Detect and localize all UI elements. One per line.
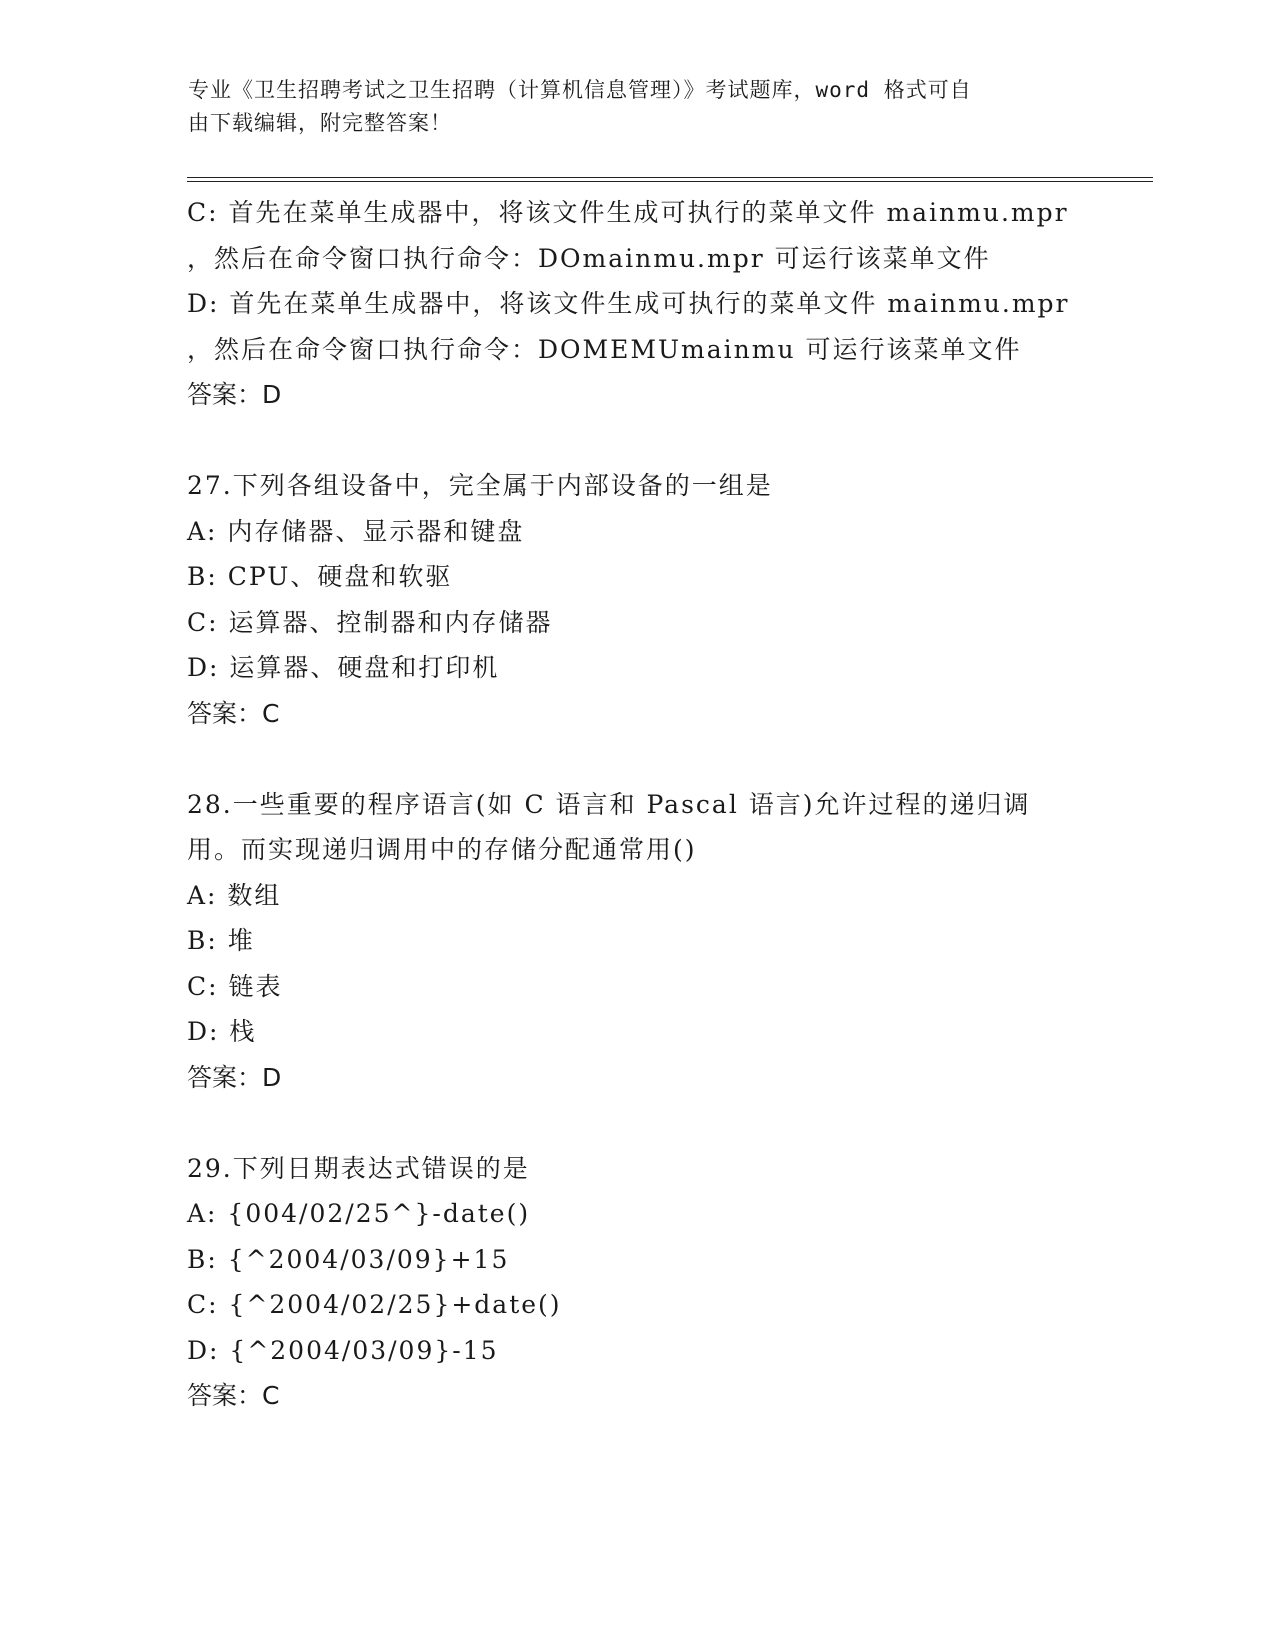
option-a: A: 数组 [187, 880, 282, 910]
option-c: C: 运算器、控制器和内存储器 [187, 607, 553, 637]
question-stem-continued: 用。而实现递归调用中的存储分配通常用() [187, 835, 697, 864]
page-header [188, 74, 1088, 140]
option-d: D: 运算器、硬盘和打印机 [187, 653, 500, 682]
question-stem: 29.下列日期表达式错误的是 [187, 1153, 530, 1183]
answer: 答案：C [187, 698, 280, 728]
option-c: C: 链表 [187, 971, 283, 1001]
question-content [187, 190, 1127, 1419]
option-c-continued: ，然后在命令窗口执行命令：DOmainmu.mpr 可运行该菜单文件 [187, 243, 991, 273]
spacer [187, 418, 1127, 464]
option-c: C: 首先在菜单生成器中，将该文件生成可执行的菜单文件 mainmu.mpr [187, 198, 1069, 227]
spacer [187, 1100, 1127, 1146]
header-divider-bottom [187, 181, 1153, 182]
header-line-2: 由下载编辑，附完整答案！ [188, 111, 452, 135]
question-stem: 28.一些重要的程序语言(如 C 语言和 Pascal 语言)允许过程的递归调 [187, 789, 1031, 819]
option-d: D: 栈 [187, 1017, 257, 1046]
option-d-continued: ，然后在命令窗口执行命令：DOMEMUmainmu 可运行该菜单文件 [187, 334, 1022, 364]
answer: 答案：C [187, 1381, 280, 1410]
option-b: B: {^2004/03/09}+15 [187, 1244, 510, 1274]
answer: 答案：D [187, 380, 282, 409]
question-28 [187, 782, 1127, 1101]
option-a: A: {004/02/25^}-date() [187, 1199, 531, 1228]
option-d: D: {^2004/03/09}-15 [187, 1335, 499, 1365]
option-d: D: 首先在菜单生成器中，将该文件生成可执行的菜单文件 mainmu.mpr [187, 289, 1070, 318]
question-stem: 27.下列各组设备中，完全属于内部设备的一组是 [187, 471, 773, 500]
header-line-1: 专业《卫生招聘考试之卫生招聘（计算机信息管理）》考试题库，word 格式可自 [188, 78, 972, 102]
option-b: B: 堆 [187, 926, 255, 955]
option-a: A: 内存储器、显示器和键盘 [187, 516, 525, 546]
prev-question-block [187, 190, 1127, 418]
spacer [187, 736, 1127, 782]
question-29 [187, 1146, 1127, 1419]
option-b: B: CPU、硬盘和软驱 [187, 562, 453, 591]
header-divider-top [187, 177, 1153, 178]
answer: 答案：D [187, 1062, 282, 1092]
option-c: C: {^2004/02/25}+date() [187, 1290, 562, 1319]
question-27 [187, 463, 1127, 736]
